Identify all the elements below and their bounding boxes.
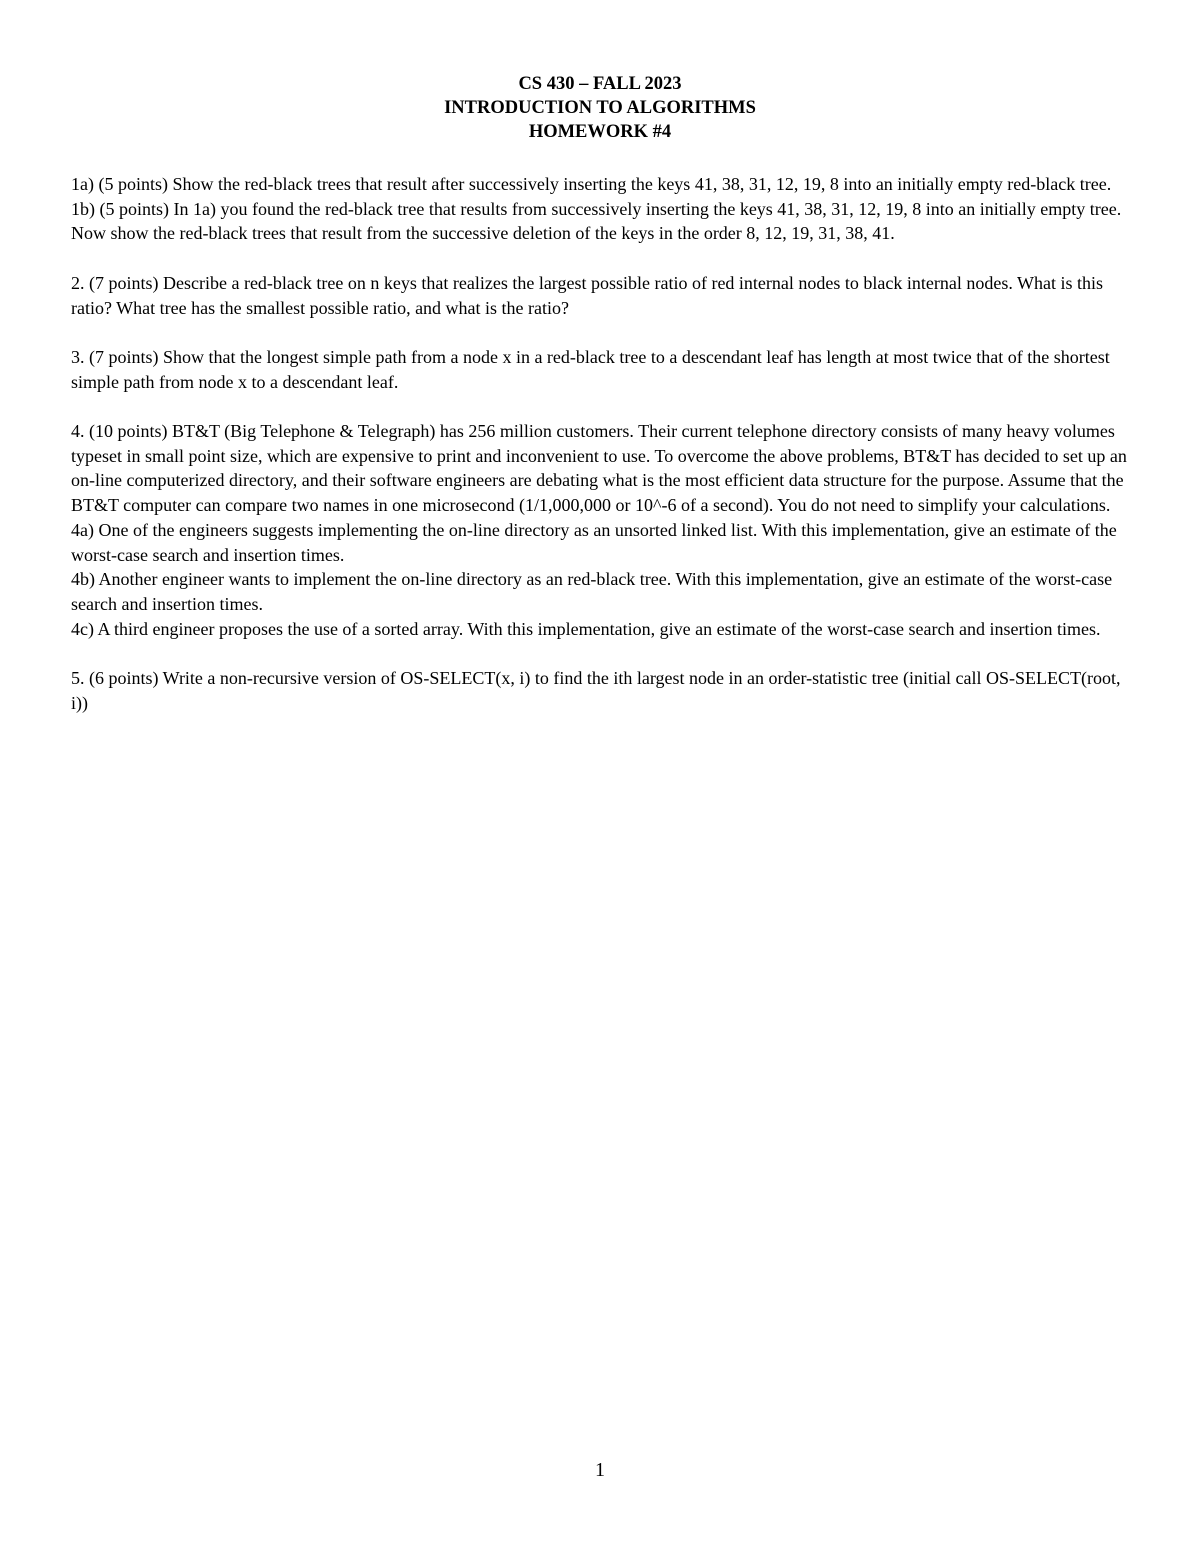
paragraph-spacer bbox=[71, 394, 1131, 419]
assignment-title: HOMEWORK #4 bbox=[528, 122, 672, 142]
paragraph-spacer bbox=[71, 641, 1131, 666]
question-1a: 1a) (5 points) Show the red-black trees that result after successively inserting the keys 41, 38, 31, 12, 19, 8 into an initially empty red-black tree. bbox=[71, 174, 1112, 194]
paragraph-spacer bbox=[71, 246, 1131, 271]
question-4: 4. (10 points) BT&T (Big Telephone & Telegraph) has 256 million customers. Their current telephone directory consists of many heavy volumes typeset in small point size, which are expensive to print and inconvenient to use. To overcome the above problems, BT&T has decided to set up an on-line computerized directory, and their software engineers are debating what is the most efficient data structure for the purpose. Assume that the BT&T computer can compare two names in one microsecond (1/1,000,000 or 10^-6 of a second). You do not need to simplify your calculations. bbox=[71, 420, 1127, 516]
course-name: INTRODUCTION TO ALGORITHMS bbox=[444, 98, 756, 118]
question-1b: 1b) (5 points) In 1a) you found the red-black tree that results from successively inserting the keys 41, 38, 31, 12, 19, 8 into an initially empty tree. Now show the red-black trees that result from the successive deletion of the keys in the order 8, 12, 19, 31, 38, 41. bbox=[71, 198, 1122, 244]
question-4c: 4c) A third engineer proposes the use of a sorted array. With this implementation, give an estimate of the worst-case search and insertion times. bbox=[71, 618, 1101, 639]
paragraph-spacer bbox=[71, 320, 1131, 345]
question-4a: 4a) One of the engineers suggests implementing the on-line directory as an unsorted linked list. With this implementation, give an estimate of the worst-case search and insertion times. bbox=[71, 519, 1117, 565]
question-5: 5. (6 points) Write a non-recursive version of OS-SELECT(x, i) to find the ith largest node in an order-statistic tree (initial call OS-SELECT(root, i)) bbox=[71, 668, 1121, 713]
page-number: 1 bbox=[595, 1459, 605, 1481]
course-title: CS 430 – FALL 2023 bbox=[518, 74, 682, 94]
document-body bbox=[71, 172, 1131, 715]
document-header bbox=[0, 72, 1200, 144]
question-2: 2. (7 points) Describe a red-black tree on n keys that realizes the largest possible ratio of red internal nodes to black internal nodes. What is this ratio? What tree has the smallest possible ratio, and what is the ratio? bbox=[71, 272, 1104, 318]
question-3: 3. (7 points) Show that the longest simple path from a node x in a red-black tree to a descendant leaf has length at most twice that of the shortest simple path from node x to a descendant leaf. bbox=[71, 346, 1110, 392]
question-4b: 4b) Another engineer wants to implement the on-line directory as an red-black tree. With this implementation, give an estimate of the worst-case search and insertion times. bbox=[71, 569, 1113, 614]
